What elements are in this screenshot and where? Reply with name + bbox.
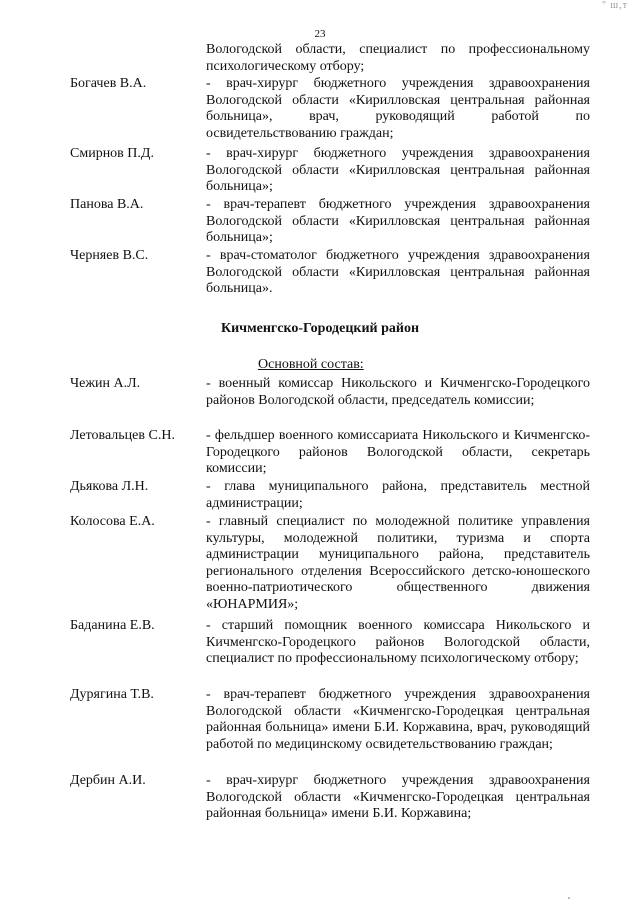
member-name: Летовальцев С.Н. <box>70 428 175 443</box>
member-name: Богачев В.А. <box>70 76 147 91</box>
member-role: - врач-хирург бюджетного учреждения здравоохранения Вологодской области «Кирилловская центральная районная больница», врач, руководящий работой по освидетельствованию граждан; <box>206 76 590 141</box>
member-name: Черняев В.С. <box>70 248 149 263</box>
member-name: Чежин А.Л. <box>70 376 141 391</box>
scan-artifact <box>568 897 570 899</box>
member-role: - глава муниципального района, представитель местной администрации; <box>206 479 590 511</box>
page-number: 23 <box>314 28 326 40</box>
member-role: - врач-терапевт бюджетного учреждения здравоохранения Вологодской области «Кирилловская центральная районная больница»; <box>206 197 590 246</box>
member-name: Колосова Е.А. <box>70 514 155 529</box>
member-role: - военный комиссар Никольского и Кичменгско-Городецкого районов Вологодской области, председатель комиссии; <box>206 376 590 408</box>
member-name: Смирнов П.Д. <box>70 146 154 161</box>
member-role: - врач-терапевт бюджетного учреждения здравоохранения Вологодской области «Кичменгско-Городецкая центральная районная больница» имени Б.И. Коржавина, врач, руководящий работой по медицинскому освидетельствованию граждан; <box>206 687 590 752</box>
section-title: Кичменгско-Городецкий район <box>220 321 420 336</box>
member-name: Панова В.А. <box>70 197 144 212</box>
corner-mark: " ш,т <box>601 0 628 11</box>
member-role: - главный специалист по молодежной политике управления культуры, молодежной политики, туризма и спорта администрации муниципального района, представитель регионального отделения Всероссийского детско-юношеского военно-патриотического общественного движения «ЮНАРМИЯ»; <box>206 514 590 612</box>
member-role: - врач-хирург бюджетного учреждения здравоохранения Вологодской области «Кичменгско-Городецкая центральная районная больница» имени Б.И. Коржавина; <box>206 773 590 822</box>
continued-role-text: Вологодской области, специалист по профессиональному психологическому отбору; <box>206 42 590 74</box>
member-role: - врач-хирург бюджетного учреждения здравоохранения Вологодской области «Кирилловская центральная районная больница»; <box>206 146 590 195</box>
member-role: - старший помощник военного комиссара Никольского и Кичменгско-Городецкого районов Вологодской области, специалист по профессиональному психологическому отбору; <box>206 618 590 667</box>
member-role: - врач-стоматолог бюджетного учреждения здравоохранения Вологодской области «Кирилловская центральная районная больница». <box>206 248 590 297</box>
member-role: - фельдшер военного комиссариата Никольского и Кичменгско-Городецкого районов Вологодской области, секретарь комиссии; <box>206 428 590 477</box>
member-name: Дьякова Л.Н. <box>70 479 149 494</box>
member-name: Дербин А.И. <box>70 773 146 788</box>
member-name: Дурягина Т.В. <box>70 687 154 702</box>
subsection-title: Основной состав: <box>258 357 364 372</box>
member-name: Баданина Е.В. <box>70 618 155 633</box>
